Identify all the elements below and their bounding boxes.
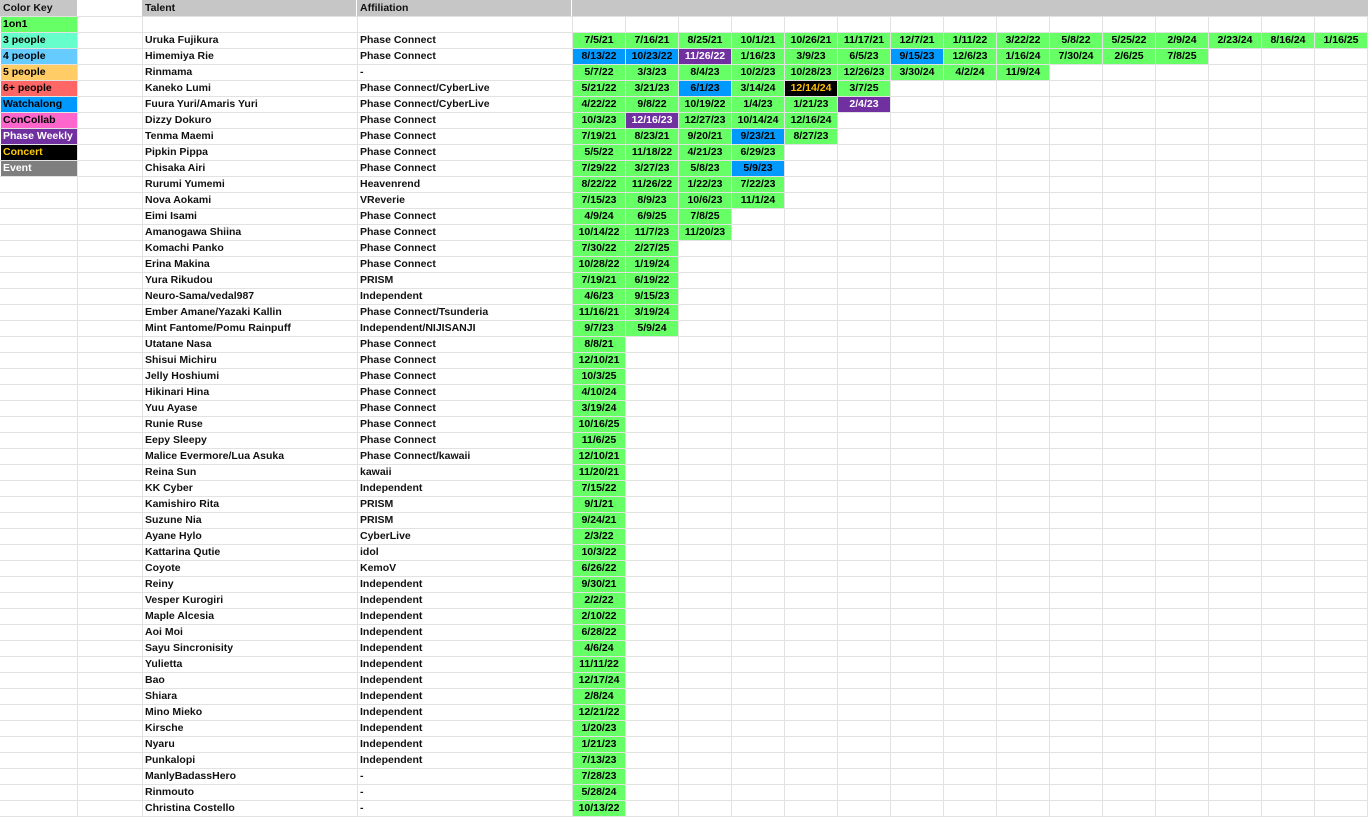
affiliation-cell[interactable]: Phase Connect (360, 146, 436, 158)
collab-date-cell[interactable]: 9/20/21 (679, 129, 731, 144)
collab-date-cell[interactable]: 2/10/22 (573, 609, 625, 624)
talent-cell[interactable]: Rinmama (145, 66, 193, 78)
talent-cell[interactable]: Erina Makina (145, 258, 210, 270)
collab-date-cell[interactable]: 2/3/22 (573, 529, 625, 544)
collab-date-cell[interactable]: 5/5/22 (573, 145, 625, 160)
affiliation-cell[interactable]: Phase Connect (360, 114, 436, 126)
collab-date-cell[interactable]: 11/18/22 (626, 145, 678, 160)
collab-date-cell[interactable]: 1/20/23 (573, 721, 625, 736)
collab-date-cell[interactable]: 7/5/21 (573, 33, 625, 48)
affiliation-cell[interactable]: Phase Connect (360, 242, 436, 254)
affiliation-cell[interactable]: Independent (360, 594, 423, 606)
collab-date-cell[interactable]: 6/1/23 (679, 81, 731, 96)
affiliation-cell[interactable]: Heavenrend (360, 178, 421, 190)
talent-cell[interactable]: Shisui Michiru (145, 354, 217, 366)
collab-date-cell[interactable]: 12/16/24 (785, 113, 837, 128)
affiliation-cell[interactable]: Independent (360, 290, 423, 302)
collab-date-cell[interactable]: 12/16/23 (626, 113, 678, 128)
talent-cell[interactable]: Tenma Maemi (145, 130, 214, 142)
collab-date-cell[interactable]: 10/14/22 (573, 225, 625, 240)
collab-date-cell[interactable]: 7/29/22 (573, 161, 625, 176)
collab-date-cell[interactable]: 2/23/24 (1209, 33, 1261, 48)
collab-date-cell[interactable]: 7/19/21 (573, 129, 625, 144)
collab-date-cell[interactable]: 1/22/23 (679, 177, 731, 192)
collab-date-cell[interactable]: 1/21/23 (785, 97, 837, 112)
collab-date-cell[interactable]: 4/6/24 (573, 641, 625, 656)
talent-cell[interactable]: Kattarina Qutie (145, 546, 221, 558)
collab-date-cell[interactable]: 9/24/21 (573, 513, 625, 528)
affiliation-header-label: Affiliation (360, 2, 409, 14)
affiliation-cell[interactable]: Phase Connect (360, 258, 436, 270)
affiliation-cell[interactable]: Phase Connect (360, 226, 436, 238)
affiliation-cell[interactable]: Phase Connect (360, 354, 436, 366)
collab-date-cell[interactable]: 7/13/23 (573, 753, 625, 768)
collab-date-cell[interactable]: 1/21/23 (573, 737, 625, 752)
collab-date-cell[interactable]: 3/19/24 (626, 305, 678, 320)
talent-cell[interactable]: Nova Aokami (145, 194, 212, 206)
collab-date-cell[interactable]: 11/20/21 (573, 465, 625, 480)
affiliation-cell[interactable]: Phase Connect (360, 402, 436, 414)
talent-cell[interactable]: Ayane Hylo (145, 530, 202, 542)
affiliation-cell[interactable]: PRISM (360, 514, 394, 526)
collab-date-cell[interactable]: 8/27/23 (785, 129, 837, 144)
talent-cell[interactable]: Yuu Ayase (145, 402, 198, 414)
collab-date-cell[interactable]: 3/7/25 (838, 81, 890, 96)
color-key-item[interactable]: 6+ people (1, 81, 77, 96)
color-key-item[interactable]: 4 people (1, 49, 77, 64)
affiliation-cell[interactable]: Phase Connect/kawaii (360, 450, 471, 462)
collab-date-cell[interactable]: 3/19/24 (573, 401, 625, 416)
talent-cell[interactable]: Chisaka Airi (145, 162, 206, 174)
collab-date-cell[interactable]: 3/30/24 (891, 65, 943, 80)
talent-cell[interactable]: Pipkin Pippa (145, 146, 209, 158)
talent-cell[interactable]: Fuura Yuri/Amaris Yuri (145, 98, 258, 110)
collab-date-cell[interactable]: 11/11/22 (573, 657, 625, 672)
grid-column-line (1155, 16, 1156, 817)
affiliation-cell[interactable]: KemoV (360, 562, 397, 574)
collab-date-cell[interactable]: 11/16/21 (573, 305, 625, 320)
color-key-item[interactable]: Event (1, 161, 77, 176)
collab-date-cell[interactable]: 8/23/21 (626, 129, 678, 144)
collab-date-cell[interactable]: 9/30/21 (573, 577, 625, 592)
collab-date-cell[interactable]: 12/26/23 (838, 65, 890, 80)
affiliation-cell[interactable]: Phase Connect (360, 50, 436, 62)
collab-date-cell[interactable]: 10/26/21 (785, 33, 837, 48)
collab-date-cell[interactable]: 2/9/24 (1156, 33, 1208, 48)
talent-cell[interactable]: Coyote (145, 562, 181, 574)
affiliation-cell[interactable]: Phase Connect (360, 386, 436, 398)
affiliation-cell[interactable]: Independent (360, 738, 423, 750)
collab-date-cell[interactable]: 1/19/24 (626, 257, 678, 272)
talent-cell[interactable]: Utatane Nasa (145, 338, 212, 350)
color-key-header[interactable] (0, 0, 77, 16)
collab-date-cell[interactable]: 10/23/22 (626, 49, 678, 64)
grid-row-line (0, 16, 1368, 17)
talent-cell[interactable]: Kirsche (145, 722, 184, 734)
grid-column-line (996, 16, 997, 817)
affiliation-cell[interactable]: Independent (360, 754, 423, 766)
collab-date-cell[interactable]: 6/9/25 (626, 209, 678, 224)
collab-date-cell[interactable]: 4/9/24 (573, 209, 625, 224)
affiliation-cell[interactable]: Independent (360, 722, 423, 734)
collab-date-cell[interactable]: 8/9/23 (626, 193, 678, 208)
talent-cell[interactable]: Vesper Kurogiri (145, 594, 224, 606)
talent-cell[interactable]: Amanogawa Shiina (145, 226, 242, 238)
affiliation-cell[interactable]: Phase Connect (360, 162, 436, 174)
talent-header-label: Talent (145, 2, 176, 14)
collab-date-cell[interactable]: 1/16/23 (732, 49, 784, 64)
affiliation-cell[interactable]: Phase Connect (360, 434, 436, 446)
talent-header[interactable] (142, 0, 356, 16)
collab-date-cell[interactable]: 7/30/22 (573, 241, 625, 256)
collab-date-cell[interactable]: 2/2/22 (573, 593, 625, 608)
talent-cell[interactable]: Christina Costello (145, 802, 235, 814)
collab-date-cell[interactable]: 9/23/21 (732, 129, 784, 144)
collab-date-cell[interactable]: 10/14/24 (732, 113, 784, 128)
talent-cell[interactable]: Hikinari Hina (145, 386, 210, 398)
grid-column-line (837, 16, 838, 817)
collab-date-cell[interactable]: 11/7/23 (626, 225, 678, 240)
collab-date-cell[interactable]: 2/27/25 (626, 241, 678, 256)
grid-column-line (1102, 16, 1103, 817)
talent-cell[interactable]: Rinmouto (145, 786, 194, 798)
collab-date-cell[interactable]: 8/16/24 (1262, 33, 1314, 48)
affiliation-cell[interactable]: idol (360, 546, 379, 558)
collab-date-cell[interactable]: 4/10/24 (573, 385, 625, 400)
grid-column-line (1208, 16, 1209, 817)
collab-date-cell[interactable]: 9/8/22 (626, 97, 678, 112)
affiliation-cell[interactable]: Independent (360, 578, 423, 590)
collab-date-cell[interactable]: 7/15/23 (573, 193, 625, 208)
talent-cell[interactable]: KK Cyber (145, 482, 193, 494)
collab-date-cell[interactable]: 11/20/23 (679, 225, 731, 240)
collab-date-cell[interactable]: 9/15/23 (891, 49, 943, 64)
grid-column-line (943, 16, 944, 817)
affiliation-cell[interactable]: Phase Connect/Tsunderia (360, 306, 489, 318)
collab-date-cell[interactable]: 12/21/22 (573, 705, 625, 720)
talent-cell[interactable]: Ember Amane/Yazaki Kallin (145, 306, 282, 318)
talent-cell[interactable]: Neuro-Sama/vedal987 (145, 290, 255, 302)
collab-date-cell[interactable]: 7/19/21 (573, 273, 625, 288)
collab-date-cell[interactable]: 5/28/24 (573, 785, 625, 800)
talent-cell[interactable]: Suzune Nia (145, 514, 202, 526)
collab-date-cell[interactable]: 11/26/22 (679, 49, 731, 64)
collab-date-cell[interactable]: 10/3/25 (573, 369, 625, 384)
collab-date-cell[interactable]: 6/29/23 (732, 145, 784, 160)
collab-date-cell[interactable]: 9/1/21 (573, 497, 625, 512)
collab-date-cell[interactable]: 5/21/22 (573, 81, 625, 96)
talent-cell[interactable]: Himemiya Rie (145, 50, 214, 62)
collab-date-cell[interactable]: 5/8/23 (679, 161, 731, 176)
color-key-item[interactable]: Phase Weekly (1, 129, 77, 144)
collab-date-cell[interactable]: 5/7/22 (573, 65, 625, 80)
talent-cell[interactable]: Shiara (145, 690, 178, 702)
talent-cell[interactable]: Runie Ruse (145, 418, 203, 430)
affiliation-cell[interactable]: - (360, 786, 364, 798)
collab-date-cell[interactable]: 10/19/22 (679, 97, 731, 112)
grid-column-line (1314, 16, 1315, 817)
color-key-item[interactable]: 1on1 (1, 17, 77, 32)
grid-column-line (890, 16, 891, 817)
collab-date-cell[interactable]: 1/4/23 (732, 97, 784, 112)
collab-date-cell[interactable]: 7/15/22 (573, 481, 625, 496)
talent-cell[interactable]: Maple Alcesia (145, 610, 215, 622)
collab-date-cell[interactable]: 4/21/23 (679, 145, 731, 160)
collab-date-cell[interactable]: 3/14/24 (732, 81, 784, 96)
collab-date-cell[interactable]: 2/6/25 (1103, 49, 1155, 64)
collab-date-cell[interactable]: 7/8/25 (679, 209, 731, 224)
collab-date-cell[interactable]: 3/22/22 (997, 33, 1049, 48)
affiliation-cell[interactable]: Phase Connect (360, 34, 436, 46)
talent-cell[interactable]: Nyaru (145, 738, 175, 750)
grid-column-line (1261, 16, 1262, 817)
talent-cell[interactable]: ManlyBadassHero (145, 770, 237, 782)
collab-date-cell[interactable]: 6/5/23 (838, 49, 890, 64)
collab-date-cell[interactable]: 3/9/23 (785, 49, 837, 64)
talent-cell[interactable]: Malice Evermore/Lua Asuka (145, 450, 285, 462)
dates-header[interactable] (572, 0, 1368, 16)
affiliation-cell[interactable]: VReverie (360, 194, 405, 206)
collab-date-cell[interactable]: 3/21/23 (626, 81, 678, 96)
collab-date-cell[interactable]: 5/8/22 (1050, 33, 1102, 48)
collab-date-cell[interactable]: 9/7/23 (573, 321, 625, 336)
grid-column-line (77, 16, 78, 817)
color-key-item[interactable]: 3 people (1, 33, 77, 48)
affiliation-cell[interactable]: Phase Connect (360, 338, 436, 350)
affiliation-cell[interactable]: Phase Connect/CyberLive (360, 82, 490, 94)
collab-date-cell[interactable]: 10/28/23 (785, 65, 837, 80)
collab-date-cell[interactable]: 11/9/24 (997, 65, 1049, 80)
collab-date-cell[interactable]: 12/27/23 (679, 113, 731, 128)
collab-date-cell[interactable]: 4/6/23 (573, 289, 625, 304)
collab-date-cell[interactable]: 5/25/22 (1103, 33, 1155, 48)
collab-date-cell[interactable]: 1/16/24 (997, 49, 1049, 64)
affiliation-cell[interactable]: Independent (360, 658, 423, 670)
color-key-header-label: Color Key (3, 2, 53, 14)
collab-date-cell[interactable]: 11/6/25 (573, 433, 625, 448)
affiliation-cell[interactable]: Phase Connect/CyberLive (360, 98, 490, 110)
collab-date-cell[interactable]: 2/4/23 (838, 97, 890, 112)
collab-date-cell[interactable]: 12/6/23 (944, 49, 996, 64)
affiliation-cell[interactable]: Independent (360, 610, 423, 622)
collab-date-cell[interactable]: 8/25/21 (679, 33, 731, 48)
collab-date-cell[interactable]: 10/13/22 (573, 801, 625, 816)
affiliation-cell[interactable]: Independent/NIJISANJI (360, 322, 476, 334)
collab-date-cell[interactable]: 12/7/21 (891, 33, 943, 48)
collab-date-cell[interactable]: 11/26/22 (626, 177, 678, 192)
talent-cell[interactable]: Mint Fantome/Pomu Rainpuff (145, 322, 291, 334)
collab-date-cell[interactable]: 6/28/22 (573, 625, 625, 640)
collab-date-cell[interactable]: 7/28/23 (573, 769, 625, 784)
affiliation-cell[interactable]: - (360, 770, 364, 782)
affiliation-cell[interactable]: Independent (360, 626, 423, 638)
affiliation-cell[interactable]: Independent (360, 642, 423, 654)
collab-date-cell[interactable]: 11/17/21 (838, 33, 890, 48)
collab-date-cell[interactable]: 6/26/22 (573, 561, 625, 576)
affiliation-cell[interactable]: PRISM (360, 498, 394, 510)
talent-cell[interactable]: Jelly Hoshiumi (145, 370, 220, 382)
collab-date-cell[interactable]: 5/9/23 (732, 161, 784, 176)
collab-date-cell[interactable]: 8/4/23 (679, 65, 731, 80)
talent-cell[interactable]: Yura Rikudou (145, 274, 213, 286)
talent-cell[interactable]: Dizzy Dokuro (145, 114, 212, 126)
collab-date-cell[interactable]: 10/28/22 (573, 257, 625, 272)
collab-date-cell[interactable]: 10/2/23 (732, 65, 784, 80)
collab-date-cell[interactable]: 10/1/21 (732, 33, 784, 48)
talent-cell[interactable]: Punkalopi (145, 754, 196, 766)
affiliation-cell[interactable]: Independent (360, 482, 423, 494)
affiliation-cell[interactable]: Independent (360, 674, 423, 686)
collab-date-cell[interactable]: 10/3/23 (573, 113, 625, 128)
affiliation-cell[interactable]: kawaii (360, 466, 392, 478)
collab-date-cell[interactable]: 1/16/25 (1315, 33, 1367, 48)
affiliation-cell[interactable]: Independent (360, 706, 423, 718)
talent-cell[interactable]: Eepy Sleepy (145, 434, 207, 446)
talent-cell[interactable]: Uruka Fujikura (145, 34, 219, 46)
talent-cell[interactable]: Bao (145, 674, 165, 686)
talent-cell[interactable]: Kamishiro Rita (145, 498, 220, 510)
talent-cell[interactable]: Aoi Moi (145, 626, 183, 638)
talent-cell[interactable]: Kaneko Lumi (145, 82, 211, 94)
collab-date-cell[interactable]: 6/19/22 (626, 273, 678, 288)
affiliation-cell[interactable]: - (360, 66, 364, 78)
collab-date-cell[interactable]: 10/3/22 (573, 545, 625, 560)
collab-date-cell[interactable]: 4/22/22 (573, 97, 625, 112)
affiliation-cell[interactable]: Independent (360, 690, 423, 702)
collab-date-cell[interactable]: 11/1/24 (732, 193, 784, 208)
talent-cell[interactable]: Reiny (145, 578, 174, 590)
collab-date-cell[interactable]: 7/8/25 (1156, 49, 1208, 64)
collab-date-cell[interactable]: 12/10/21 (573, 353, 625, 368)
talent-cell[interactable]: Yulietta (145, 658, 183, 670)
affiliation-cell[interactable]: Phase Connect (360, 130, 436, 142)
collab-date-cell[interactable]: 5/9/24 (626, 321, 678, 336)
collab-date-cell[interactable]: 12/14/24 (785, 81, 837, 96)
affiliation-cell[interactable]: PRISM (360, 274, 394, 286)
collab-date-cell[interactable]: 7/22/23 (732, 177, 784, 192)
collab-date-cell[interactable]: 2/8/24 (573, 689, 625, 704)
collab-date-cell[interactable]: 12/17/24 (573, 673, 625, 688)
affiliation-cell[interactable]: Phase Connect (360, 210, 436, 222)
affiliation-cell[interactable]: - (360, 802, 364, 814)
color-key-item[interactable]: Watchalong (1, 97, 77, 112)
affiliation-cell[interactable]: Phase Connect (360, 370, 436, 382)
talent-cell[interactable]: Reina Sun (145, 466, 197, 478)
color-key-item[interactable]: Concert (1, 145, 77, 160)
talent-cell[interactable]: Eimi Isami (145, 210, 197, 222)
collab-date-cell[interactable]: 3/27/23 (626, 161, 678, 176)
collab-date-cell[interactable]: 1/11/22 (944, 33, 996, 48)
affiliation-header[interactable] (357, 0, 571, 16)
affiliation-cell[interactable]: Phase Connect (360, 418, 436, 430)
talent-cell[interactable]: Sayu Sincronisity (145, 642, 234, 654)
collab-date-cell[interactable]: 7/16/21 (626, 33, 678, 48)
collab-date-cell[interactable]: 8/8/21 (573, 337, 625, 352)
collab-date-cell[interactable]: 10/6/23 (679, 193, 731, 208)
collab-date-cell[interactable]: 7/30/24 (1050, 49, 1102, 64)
color-key-item[interactable]: 5 people (1, 65, 77, 80)
grid-column-line (1049, 16, 1050, 817)
collab-date-cell[interactable]: 8/22/22 (573, 177, 625, 192)
collab-date-cell[interactable]: 8/13/22 (573, 49, 625, 64)
collab-date-cell[interactable]: 3/3/23 (626, 65, 678, 80)
collab-date-cell[interactable]: 10/16/25 (573, 417, 625, 432)
color-key-item[interactable]: ConCollab (1, 113, 77, 128)
collab-date-cell[interactable]: 12/10/21 (573, 449, 625, 464)
collab-date-cell[interactable]: 9/15/23 (626, 289, 678, 304)
collab-date-cell[interactable]: 4/2/24 (944, 65, 996, 80)
affiliation-cell[interactable]: CyberLive (360, 530, 411, 542)
talent-cell[interactable]: Komachi Panko (145, 242, 224, 254)
talent-cell[interactable]: Mino Mieko (145, 706, 203, 718)
talent-cell[interactable]: Rurumi Yumemi (145, 178, 225, 190)
